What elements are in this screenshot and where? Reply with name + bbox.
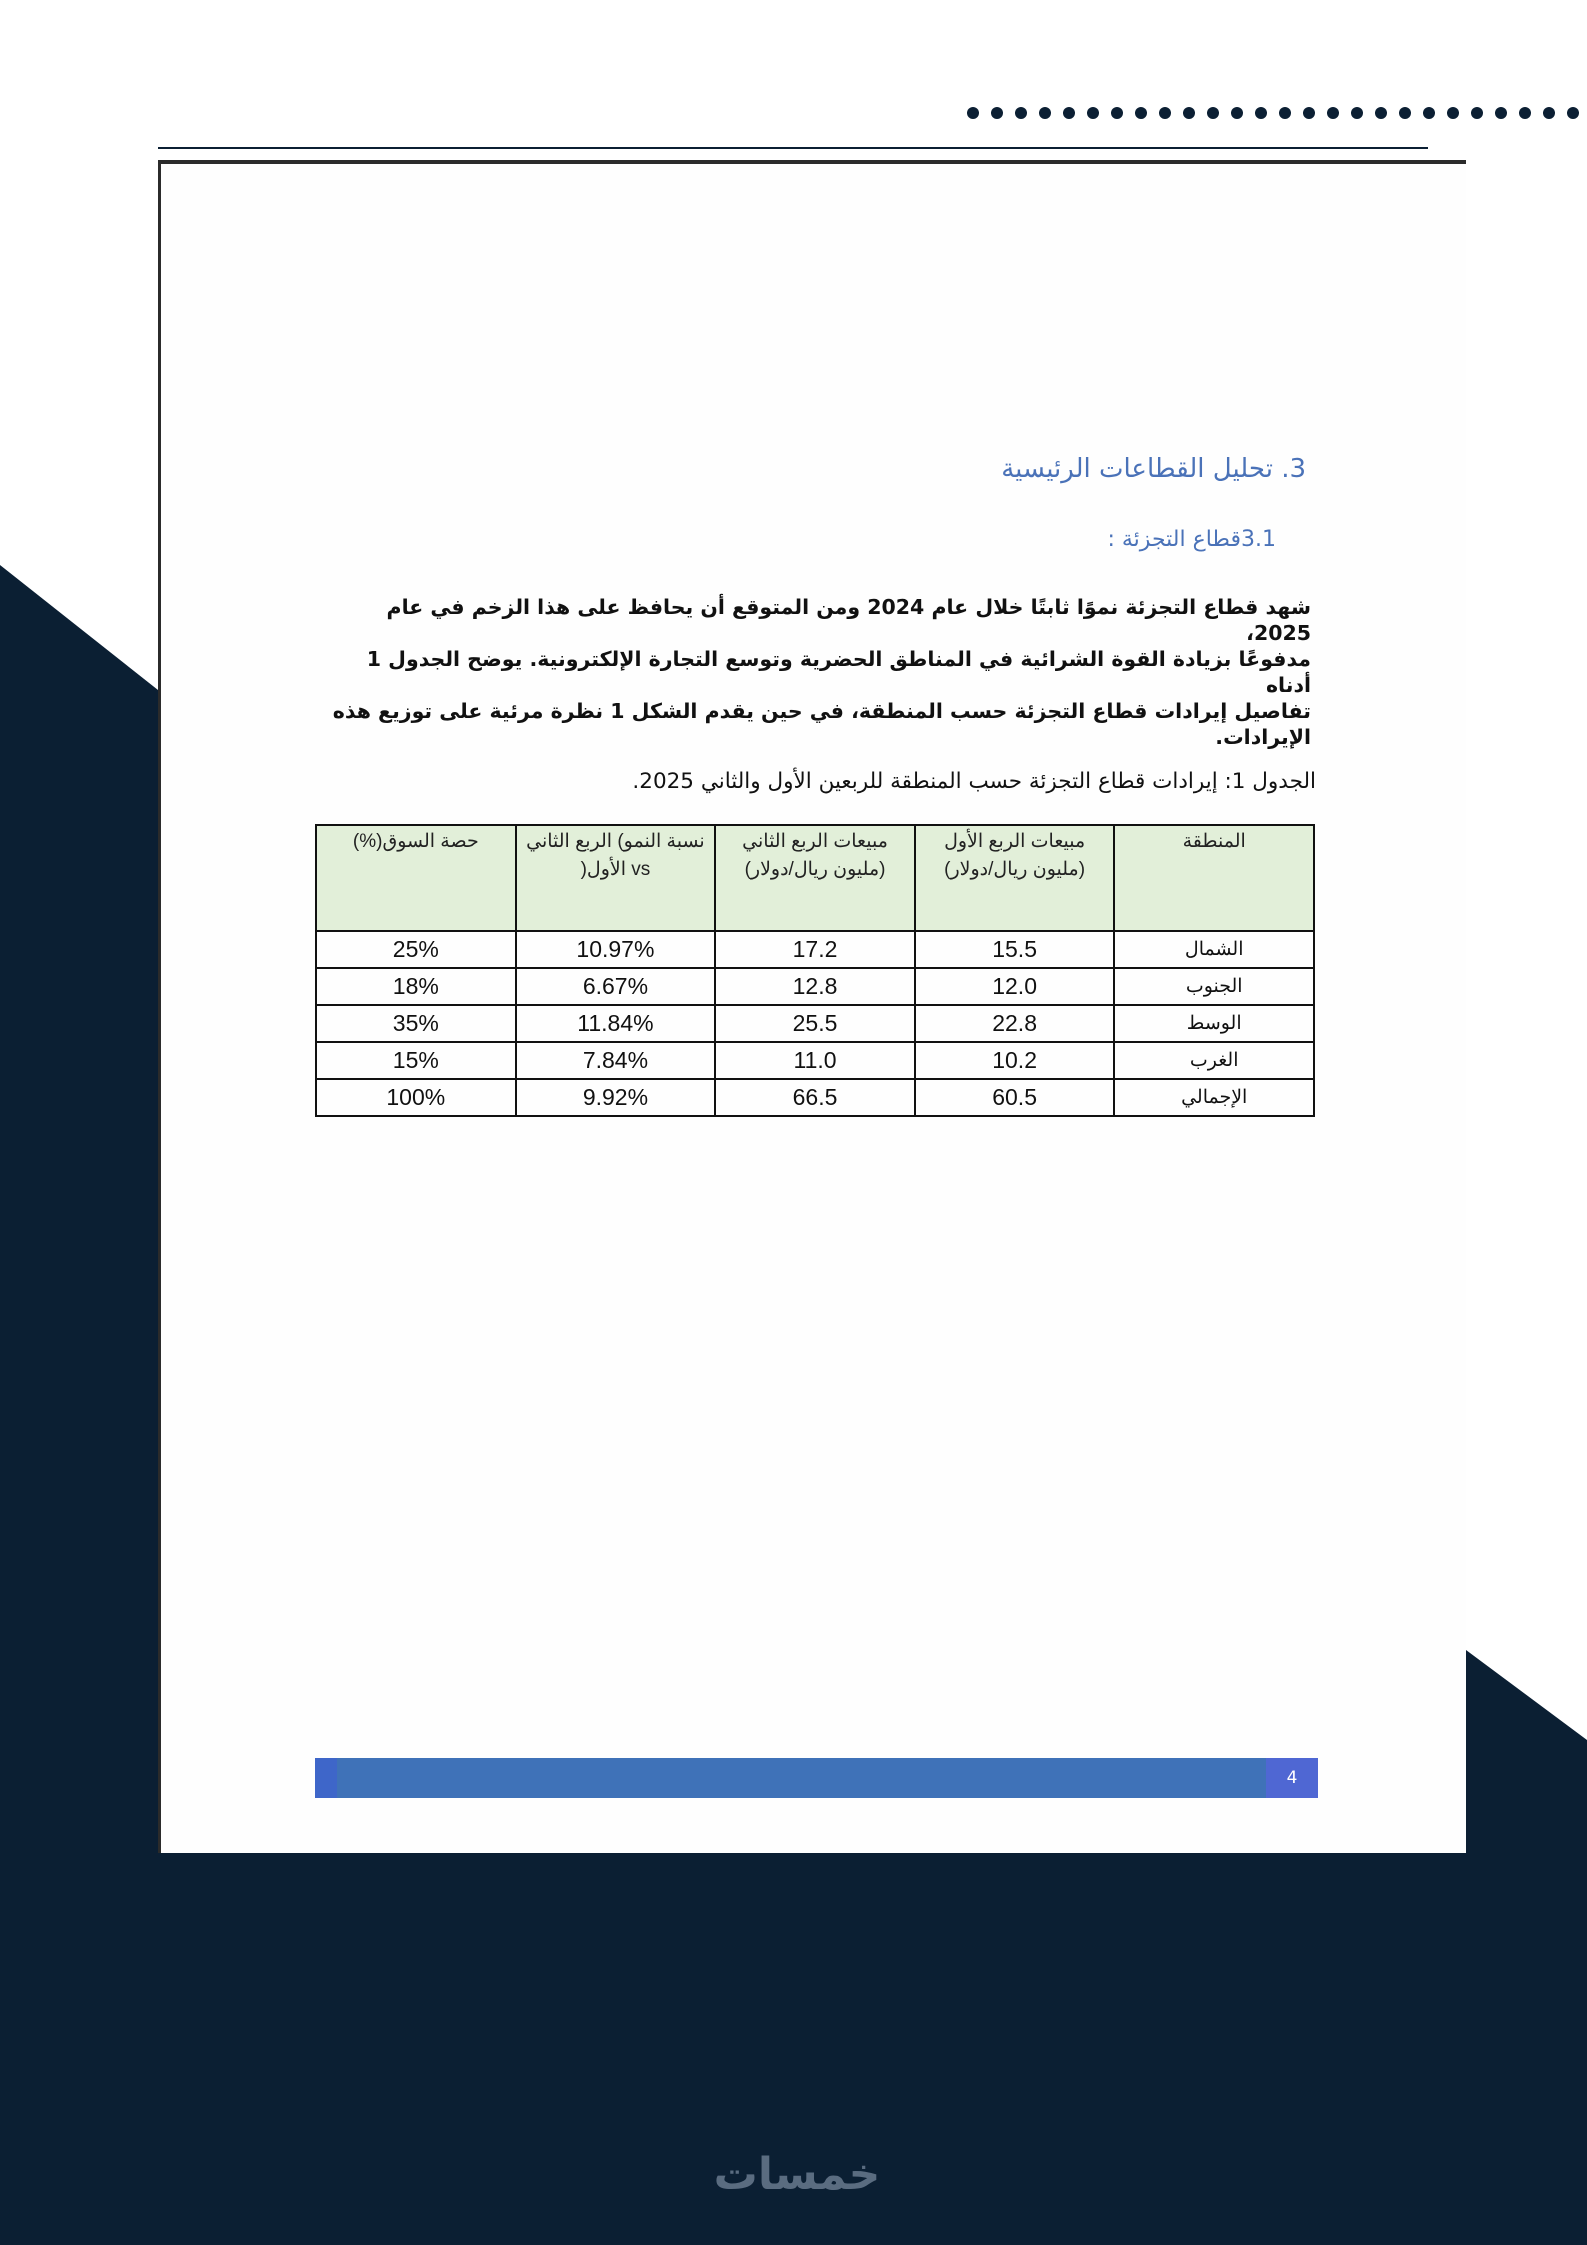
cell-share: 25% (316, 931, 516, 968)
document-page (158, 160, 1466, 1853)
cell-growth: 6.67% (516, 968, 716, 1005)
cell-share: 18% (316, 968, 516, 1005)
table-row (316, 968, 1314, 1005)
right-navy-triangle (1466, 1650, 1587, 1820)
header-market-share: حصة السوق(%) (316, 825, 516, 931)
cell-growth: 11.84% (516, 1005, 716, 1042)
paragraph-line: مدفوعًا بزيادة القوة الشرائية في المناطق الحضرية وتوسع التجارة الإلكترونية. يوضح الجدول 1 أدناه (366, 647, 1311, 697)
cell-region: الإجمالي (1114, 1079, 1314, 1116)
decorative-dots (967, 104, 1587, 134)
page-number: 4 (1266, 1758, 1318, 1798)
cell-share: 100% (316, 1079, 516, 1116)
body-paragraph (316, 594, 1311, 750)
left-navy-triangle (0, 565, 158, 1820)
cell-region: الشمال (1114, 931, 1314, 968)
cell-growth: 7.84% (516, 1042, 716, 1079)
page-footer-bar (315, 1758, 1318, 1798)
header-q1-sales: مبيعات الربع الأول (مليون ريال/دولار) (915, 825, 1115, 931)
table-row (316, 1005, 1314, 1042)
cell-q2: 25.5 (715, 1005, 915, 1042)
table-row (316, 1042, 1314, 1079)
paragraph-line: شهد قطاع التجزئة نموًا ثابتًا خلال عام 2024 ومن المتوقع أن يحافظ على هذا الزخم في عام 2025، (386, 595, 1311, 645)
paragraph-line: تفاصيل إيرادات قطاع التجزئة حسب المنطقة، في حين يقدم الشكل 1 نظرة مرئية على توزيع هذه الإيرادات. (332, 699, 1311, 749)
revenue-table (315, 824, 1315, 1117)
cell-q1: 10.2 (915, 1042, 1115, 1079)
cell-q2: 17.2 (715, 931, 915, 968)
brand-logo: خمسات (713, 2149, 881, 2200)
cell-region: الوسط (1114, 1005, 1314, 1042)
footer-left-cap (315, 1758, 337, 1798)
cell-q2: 12.8 (715, 968, 915, 1005)
cell-q2: 66.5 (715, 1079, 915, 1116)
top-divider-line (158, 147, 1428, 149)
header-growth: نسبة النمو) الربع الثاني vs الأول( (516, 825, 716, 931)
cell-share: 15% (316, 1042, 516, 1079)
header-q2-sales: مبيعات الربع الثاني (مليون ريال/دولار) (715, 825, 915, 931)
cell-q1: 12.0 (915, 968, 1115, 1005)
cell-q1: 22.8 (915, 1005, 1115, 1042)
cell-growth: 9.92% (516, 1079, 716, 1116)
cell-share: 35% (316, 1005, 516, 1042)
table-caption: الجدول 1: إيرادات قطاع التجزئة حسب المنطقة للربعين الأول والثاني 2025. (632, 769, 1316, 794)
cell-growth: 10.97% (516, 931, 716, 968)
cell-q1: 15.5 (915, 931, 1115, 968)
table-row-total (316, 1079, 1314, 1116)
table-header-row (316, 825, 1314, 931)
cell-q2: 11.0 (715, 1042, 915, 1079)
cell-region: الغرب (1114, 1042, 1314, 1079)
cell-q1: 60.5 (915, 1079, 1115, 1116)
cell-region: الجنوب (1114, 968, 1314, 1005)
table-row (316, 931, 1314, 968)
subsection-heading: 3.1قطاع التجزئة : (1107, 527, 1276, 552)
section-heading: 3. تحليل القطاعات الرئيسية (1001, 454, 1306, 484)
header-region: المنطقة (1114, 825, 1314, 931)
